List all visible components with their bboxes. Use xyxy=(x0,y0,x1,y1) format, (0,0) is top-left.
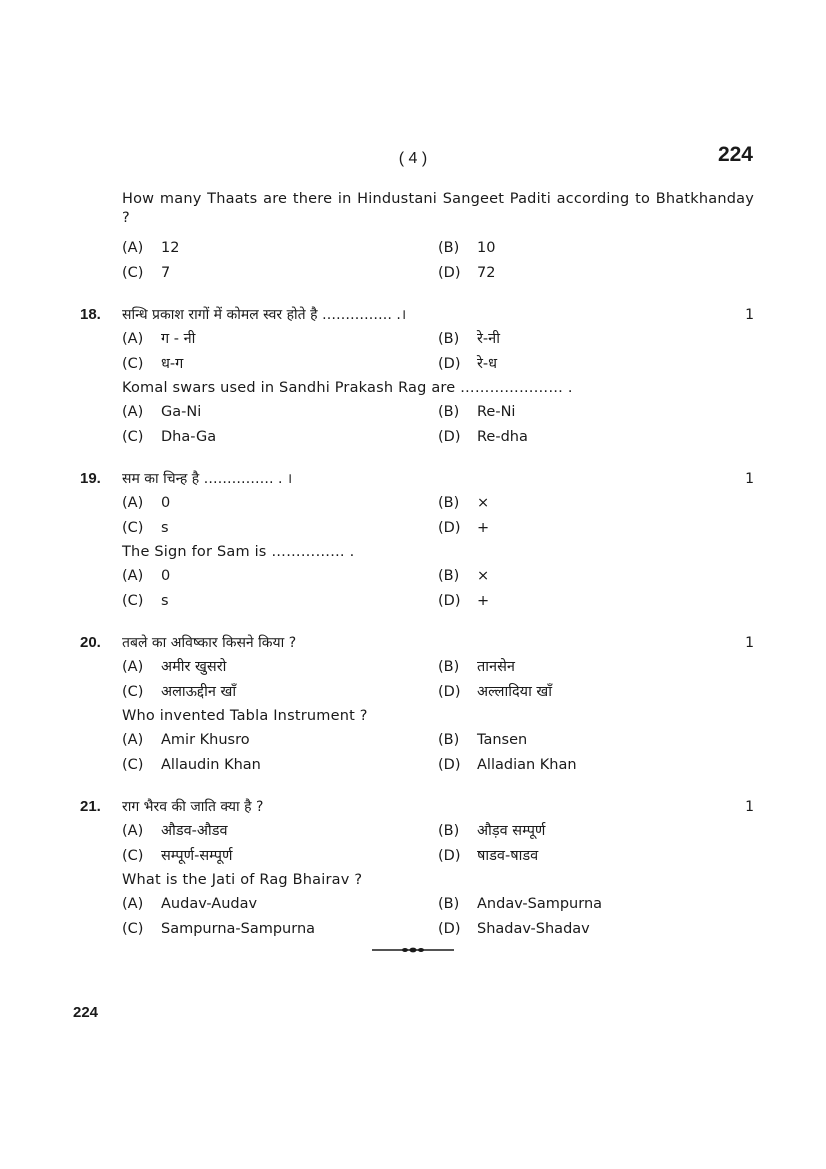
option-b: (B) × xyxy=(438,495,490,511)
marks: 1 xyxy=(745,799,754,815)
option-a: (A) 0 xyxy=(122,568,171,584)
paper-code-footer: 224 xyxy=(73,1004,99,1021)
option-d: (D) Shadav-Shadav xyxy=(438,920,590,937)
question-hindi-text: सन्धि प्रकाश रागों में कोमल स्वर होते है …………… .। xyxy=(122,307,407,323)
options-row xyxy=(78,892,754,917)
option-a: (A) 12 xyxy=(122,240,180,256)
marks: 1 xyxy=(745,471,754,487)
question-english-text: What is the Jati of Rag Bhairav ? xyxy=(122,872,363,888)
options-row xyxy=(78,819,754,844)
options-row xyxy=(78,680,754,705)
option-c: (C) Dha-Ga xyxy=(122,428,217,445)
options-row xyxy=(78,491,754,516)
question-18 xyxy=(78,303,754,449)
options-row xyxy=(78,352,754,377)
options-row xyxy=(78,516,754,541)
option-b: (B) रे-नी xyxy=(438,331,500,347)
option-d: (D) 72 xyxy=(438,264,496,281)
options-row xyxy=(78,728,754,753)
option-c: (C) Allaudin Khan xyxy=(122,756,261,773)
question-english-text: Who invented Tabla Instrument ? xyxy=(122,708,368,724)
option-c: (C) Sampurna-Sampurna xyxy=(122,920,316,937)
question-english-text: Komal swars used in Sandhi Prakash Rag are ………………… . xyxy=(122,380,573,396)
marks: 1 xyxy=(745,307,754,323)
option-a: (A) Amir Khusro xyxy=(122,732,250,748)
options-row xyxy=(78,655,754,680)
option-b: (B) Tansen xyxy=(438,732,528,748)
question-hindi-text: तबले का अविष्कार किसने किया ? xyxy=(122,635,297,651)
paper-code-header: 224 xyxy=(717,143,753,166)
option-b: (B) Re-Ni xyxy=(438,404,516,420)
option-d: (D) Alladian Khan xyxy=(438,756,577,773)
options-row xyxy=(78,917,754,942)
option-a: (A) 0 xyxy=(122,495,171,511)
question-number: 21. xyxy=(80,798,101,815)
question-content xyxy=(78,190,754,941)
option-c: (C) ध-ग xyxy=(122,355,184,372)
page-number: ( 4 ) xyxy=(398,150,428,167)
option-c: (C) s xyxy=(122,519,169,536)
option-c: (C) 7 xyxy=(122,264,171,281)
options-row xyxy=(78,327,754,352)
option-a: (A) औडव-औडव xyxy=(122,823,228,839)
options-row xyxy=(78,236,754,261)
option-d: (D) + xyxy=(438,519,490,536)
option-c: (C) अलाऊद्दीन खाँ xyxy=(122,683,237,700)
options-row xyxy=(78,564,754,589)
option-b: (B) तानसेन xyxy=(438,659,515,675)
options-row xyxy=(78,261,754,286)
option-a: (A) Ga-Ni xyxy=(122,404,202,420)
options-row xyxy=(78,589,754,614)
option-d: (D) षाडव-षाडव xyxy=(438,847,539,864)
end-divider-ornament xyxy=(372,947,454,953)
option-a: (A) अमीर खुसरो xyxy=(122,659,227,675)
question-number: 18. xyxy=(80,306,101,323)
option-b: (B) × xyxy=(438,568,490,584)
options-row xyxy=(78,753,754,778)
question-17-continuation xyxy=(78,190,754,285)
option-d: (D) Re-dha xyxy=(438,428,528,445)
question-hindi-text: राग भैरव की जाति क्या है ? xyxy=(122,799,264,815)
question-19 xyxy=(78,467,754,613)
question-number: 20. xyxy=(80,634,101,651)
option-a: (A) ग - नी xyxy=(122,331,196,347)
option-d: (D) अल्लादिया खाँ xyxy=(438,683,553,700)
options-row xyxy=(78,844,754,869)
options-row xyxy=(78,425,754,450)
question-20 xyxy=(78,631,754,777)
question-number: 19. xyxy=(80,470,101,487)
option-c: (C) s xyxy=(122,592,169,609)
question-english-text: The Sign for Sam is …………… . xyxy=(122,544,355,560)
question-21 xyxy=(78,795,754,941)
option-d: (D) + xyxy=(438,592,490,609)
option-d: (D) रे-ध xyxy=(438,355,498,372)
option-b: (B) 10 xyxy=(438,240,496,256)
question-english-text: How many Thaats are there in Hindustani Sangeet Paditi according to Bhatkhanday ? xyxy=(122,191,754,226)
option-a: (A) Audav-Audav xyxy=(122,896,258,912)
options-row xyxy=(78,400,754,425)
option-c: (C) सम्पूर्ण-सम्पूर्ण xyxy=(122,847,233,864)
option-b: (B) Andav-Sampurna xyxy=(438,896,603,912)
question-hindi-text: सम का चिन्ह है …………… . । xyxy=(122,471,293,487)
marks: 1 xyxy=(745,635,754,651)
option-b: (B) औड़व सम्पूर्ण xyxy=(438,823,546,839)
